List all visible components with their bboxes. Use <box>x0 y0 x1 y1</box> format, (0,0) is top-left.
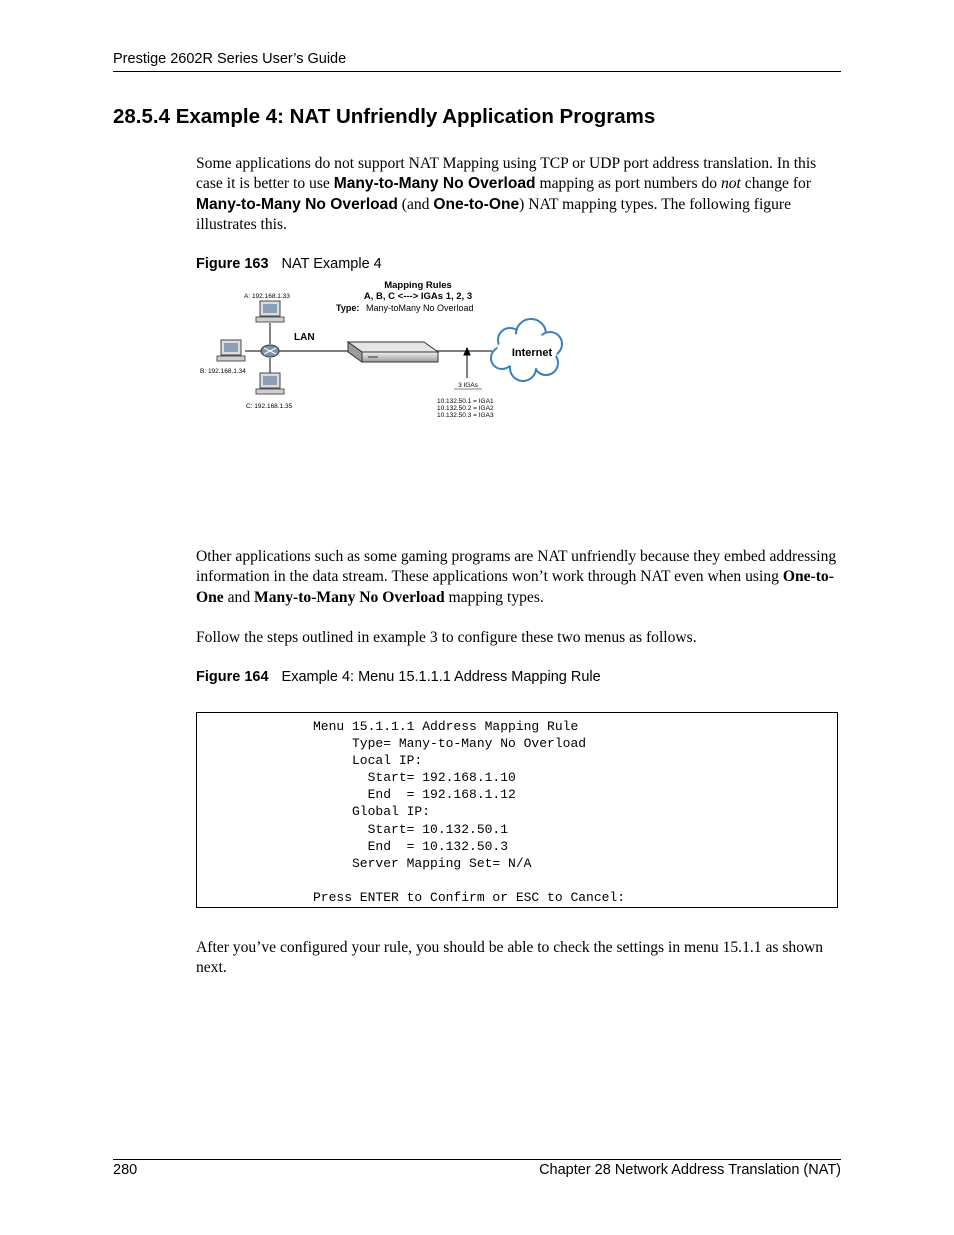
iga-2: 10.132.50.2 = IGA2 <box>437 405 494 412</box>
intro-bold-2: Many-to-Many No Overload <box>196 195 398 213</box>
figure-164-title: Example 4: Menu 15.1.1.1 Address Mapping Rule <box>281 669 601 685</box>
intro-text-2: mapping as port numbers do <box>535 175 721 193</box>
intro-bold-1: Many-to-Many No Overload <box>333 175 536 193</box>
mapping-rules-line: A, B, C <---> IGAs 1, 2, 3 <box>363 291 473 302</box>
mapping-type-value: Many-toMany No Overload <box>366 303 474 313</box>
para2-text-3: mapping types. <box>444 588 544 606</box>
iga-3: 10.132.50.3 = IGA3 <box>437 412 494 419</box>
intro-bold-3: One-to-One <box>433 195 520 213</box>
computer-c-icon <box>256 373 284 394</box>
section-heading: 28.5.4 Example 4: NAT Unfriendly Application Programs <box>113 105 656 128</box>
figure-163-caption <box>196 256 382 272</box>
computer-b-icon <box>217 340 245 361</box>
internet-label: Internet <box>511 347 553 359</box>
intro-text-1: Some applications do not support NAT Mapping using TCP or UDP port address translation. In this case it is better to use <box>196 155 817 193</box>
figure-163-title: NAT Example 4 <box>281 256 382 272</box>
running-header: Prestige 2602R Series User’s Guide <box>113 51 347 67</box>
intro-italic: not <box>720 175 741 193</box>
intro-text-5: ) NAT mapping types. The following figure illustrates this. <box>196 195 791 233</box>
figure-164-label: Figure 164 <box>196 669 269 685</box>
para2-bold-1: One-to-One <box>196 568 834 606</box>
intro-text-4: (and <box>397 195 434 213</box>
para2-text-1: Other applications such as some gaming programs are NAT unfriendly because they embed addressing information in the data stream. These applications won’t work through NAT even when using <box>196 548 837 586</box>
host-c-label: C: 192.168.1.35 <box>246 403 293 410</box>
after-config-paragraph: After you’ve configured your rule, you should be able to check the settings in menu 15.1.1 as shown next. <box>196 939 824 977</box>
menu-screen-text: Menu 15.1.1.1 Address Mapping Rule Type= Many-to-Many No Overload Local IP: Start= 192.168.1.10 End = 192.168.1.12 Global IP: Start= 10.132.50.1 End = 10.132.50.3 Server Mapping Set= N/A Press ENTER to Confirm or ESC to Cancel: <box>313 719 626 905</box>
computer-a-icon <box>256 301 284 322</box>
host-a-label: A: 192.168.1.33 <box>244 293 290 300</box>
figure-163-label: Figure 163 <box>196 256 269 272</box>
page-number: 280 <box>113 1162 138 1178</box>
lan-label: LAN <box>294 332 315 343</box>
figure-164-caption <box>196 669 601 685</box>
igas-title: 3 IGAs <box>458 382 478 389</box>
router-icon <box>348 342 438 362</box>
mapping-type-label: Type: <box>336 303 360 313</box>
iga-1: 10.132.50.1 = IGA1 <box>437 398 494 405</box>
para2-bold-2: Many-to-Many No Overload <box>254 588 445 606</box>
intro-paragraph <box>196 154 841 235</box>
para2-text-2: and <box>223 588 255 606</box>
unfriendly-apps-paragraph <box>196 547 841 608</box>
mapping-rules-title: Mapping Rules <box>384 280 452 291</box>
lan-hub-icon <box>261 345 279 357</box>
nat-example-diagram <box>198 278 568 421</box>
footer-rule <box>113 1159 841 1160</box>
iga-arrow <box>464 348 470 378</box>
chapter-title: Chapter 28 Network Address Translation (NAT) <box>539 1162 841 1178</box>
header-rule <box>113 71 841 72</box>
follow-steps-paragraph: Follow the steps outlined in example 3 to configure these two menus as follows. <box>196 629 697 646</box>
host-b-label: B: 192.168.1.34 <box>200 368 246 375</box>
menu-screen-box <box>196 712 838 908</box>
intro-text-3: change for <box>740 175 812 193</box>
